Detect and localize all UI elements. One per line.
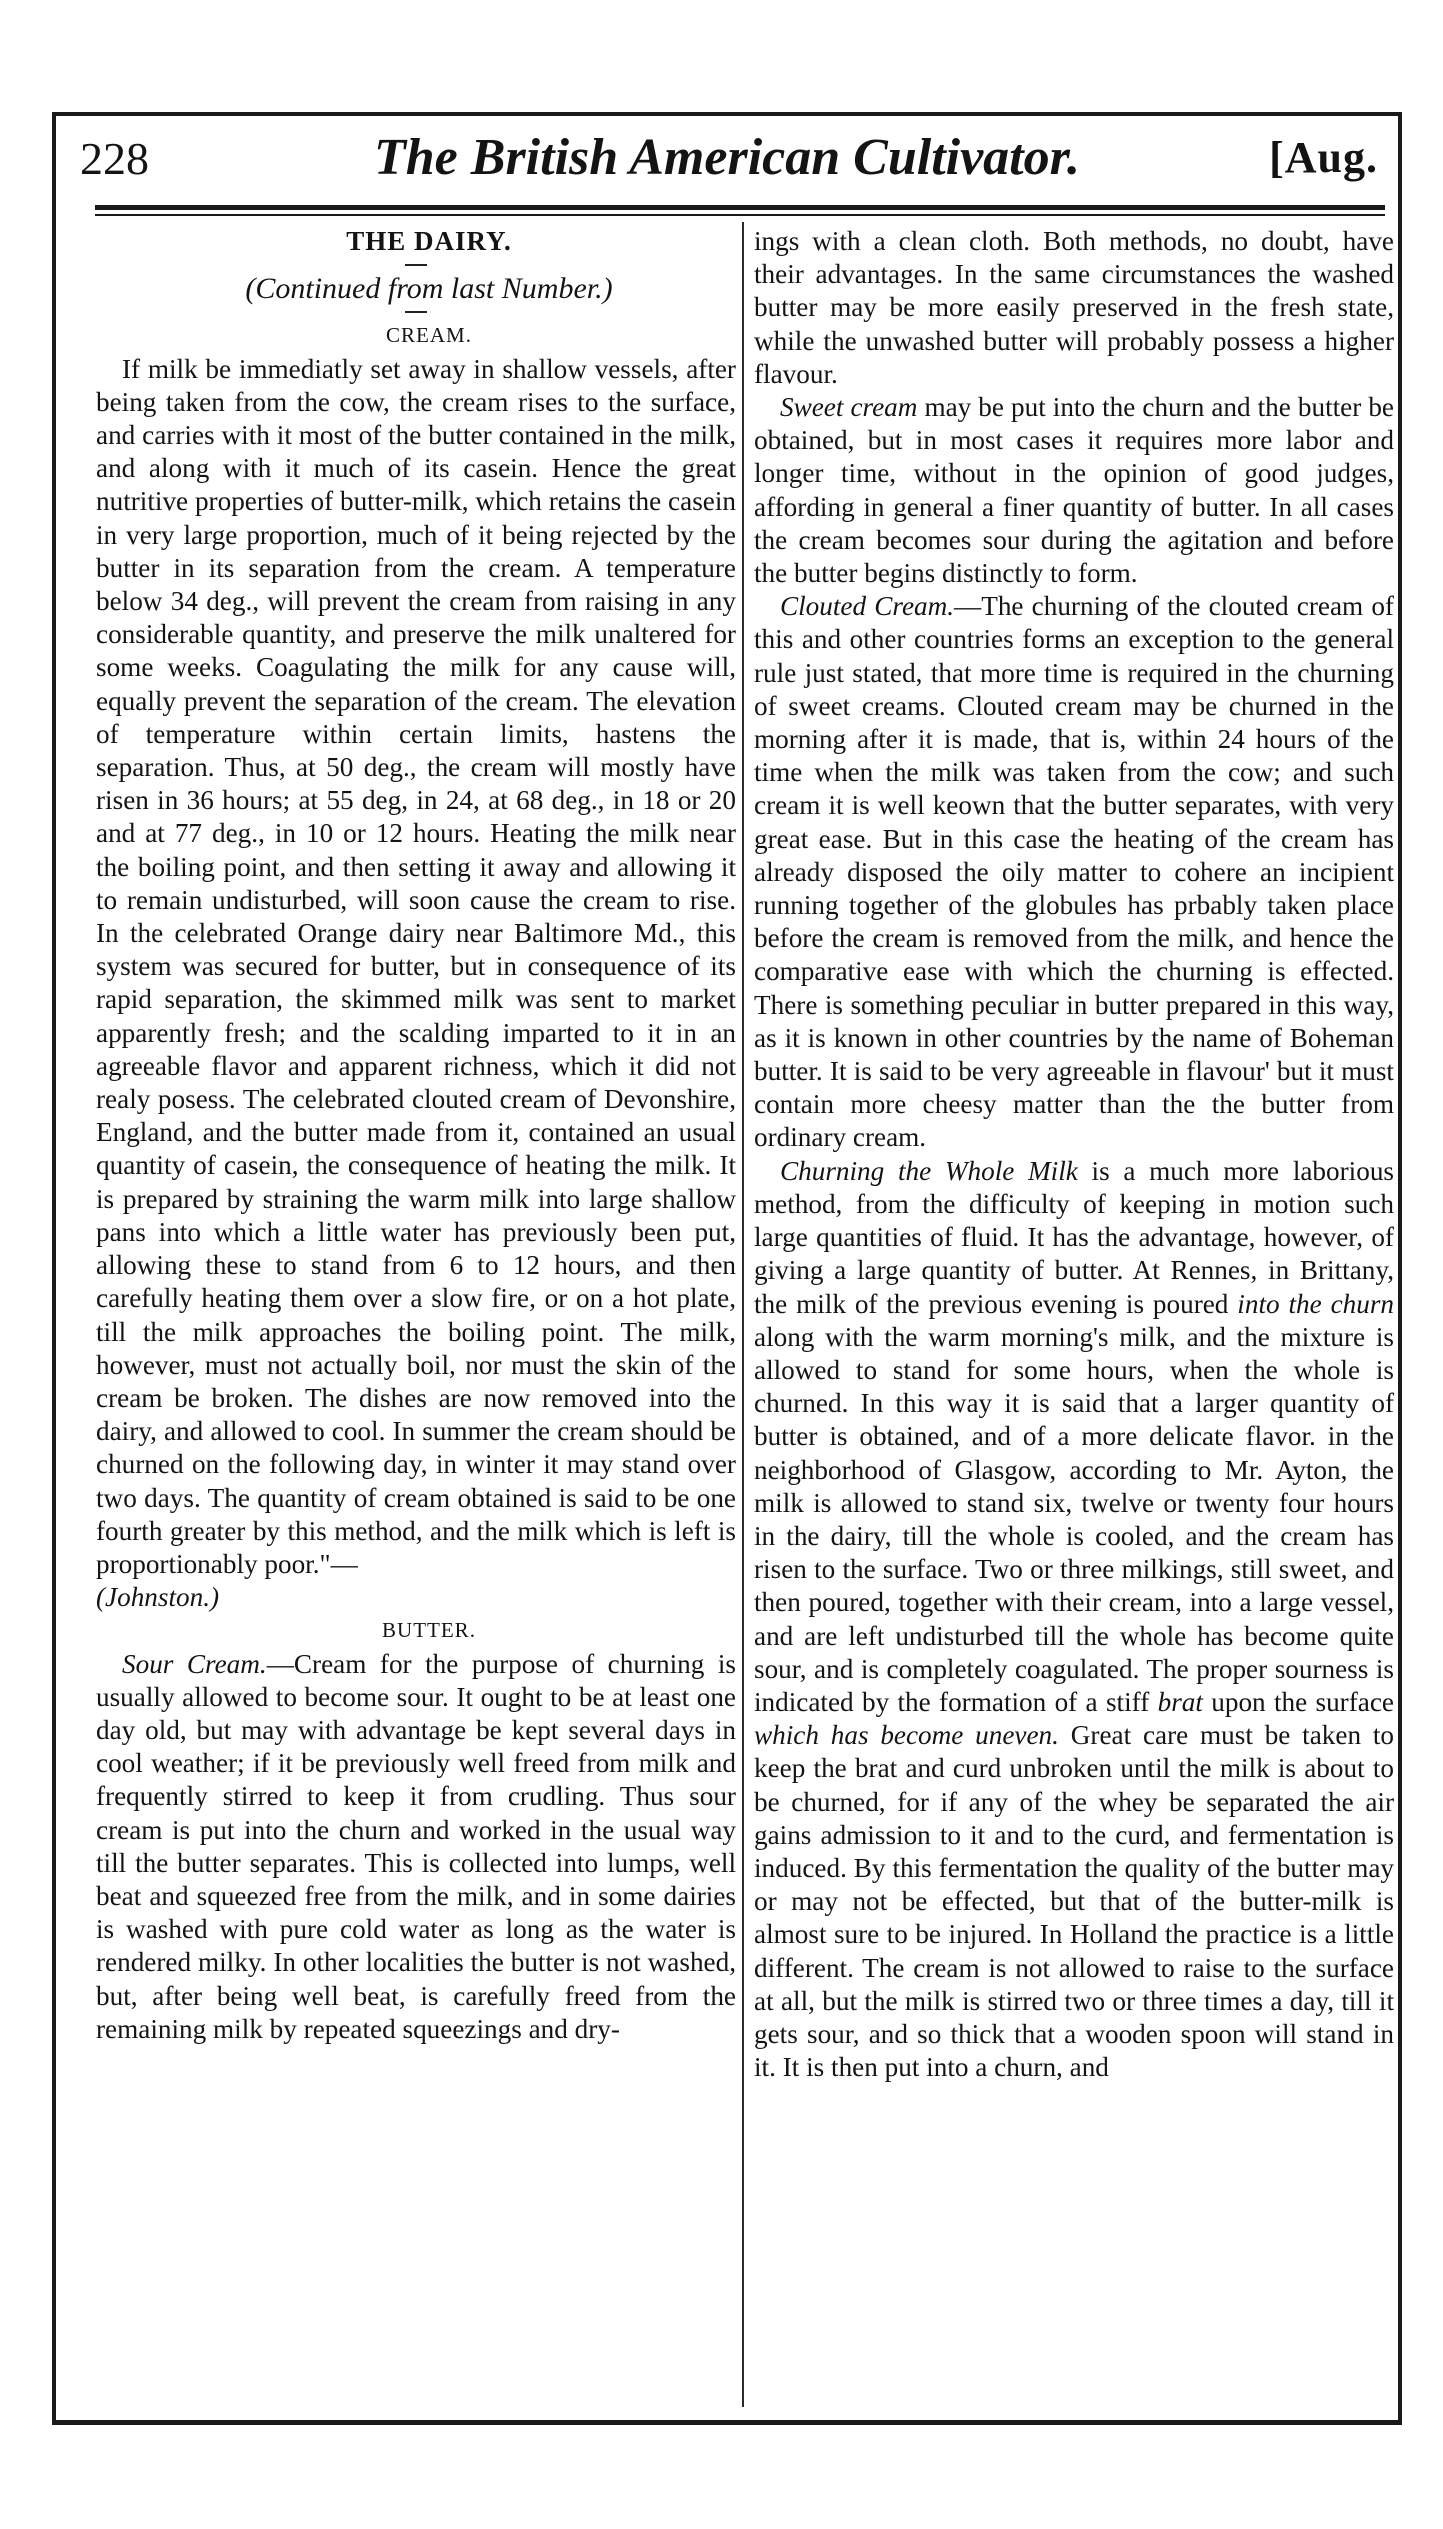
continuation-paragraph: ings with a clean cloth. Both methods, no doubt, have their advantages. In the same circumstances the washed butter may be more easily preserved in the fresh state, while the unwashed butter will probably possess a higher flavour. (754, 226, 1394, 389)
whole-milk-italic-1: into the churn (1237, 1288, 1394, 1319)
sour-cream-runin: Sour Cream. (122, 1648, 267, 1679)
cream-heading: CREAM. (386, 323, 472, 348)
sour-cream-paragraph (96, 1648, 736, 2046)
page-border-left (52, 112, 56, 2425)
whole-milk-text-3: upon the surface (1202, 1686, 1394, 1717)
whole-milk-paragraph (754, 1155, 1394, 2085)
section-title: THE DAIRY. (346, 226, 512, 256)
sour-cream-text: —Cream for the purpose of churning is usually allowed to become sour. It ought to be at least one day old, but may with advantage be kept several days in cool weather; if it be previously well freed from milk and frequently stirred to keep it from crudling. Thus sour cream is put into the churn and worked in the usual way till the butter separates. This is collected into lumps, well beat and squeezed free from the milk, and in some dairies is washed with pure cold water as long as the water is rendered milky. In other localities the butter is not washed, but, after being well beat, is carefully freed from the remaining milk by repeated squeezings and dry- (96, 1648, 736, 2044)
whole-milk-italic-2: brat (1157, 1686, 1203, 1717)
clouted-cream-text: —The churning of the clouted cream of this and other countries forms an exception to the general rule just stated, that more time is required in the churning of sweet creams. Clouted cream may be churned in the morning after it is made, that is, within 24 hours of the time when the milk was taken from the cow; and such cream it is well keown that the butter separates, with very great ease. But in this case the heating of the cream has already disposed the oily matter to cohere an incipient running together of the globules has prbably taken place before the cream is removed from the milk, and hence the comparative ease with which the churning is effected. There is something peculiar in butter prepared in this way, as it is known in other countries by the name of Boheman butter. It is said to be very agreeable in flavour' but it must contain more cheesy matter than the the butter from ordinary cream. (754, 591, 1394, 1153)
butter-heading: BUTTER. (382, 1618, 476, 1643)
left-column (96, 225, 736, 2046)
clouted-cream-runin: Clouted Cream. (780, 591, 955, 622)
header-rule-thin (95, 214, 1385, 216)
title-dash (405, 264, 427, 266)
page-border-right (1398, 112, 1402, 2425)
page-number: 228 (80, 133, 149, 184)
whole-milk-text-1: is a much more laborious method, from the difficulty of keeping in motion such large quantities of fluid. It has the advantage, however, of giving a large quantity of butter. At Rennes, in Brittany, the milk of the previous evening is poured (754, 1155, 1394, 1319)
subtitle-dash (405, 311, 427, 313)
page-border-bottom (52, 2420, 1402, 2425)
whole-milk-text-2: along with the warm morning's milk, and the mixture is allowed to stand for some hours, when the whole is churned. In this way it is said that a larger quantity of butter is obtained, and of a more delicate flavor. in the neighborhood of Glasgow, according to Mr. Ayton, the milk is allowed to stand six, twelve or twenty four hours in the dairy, till the whole is cooled, and the cream has risen to the surface. Two or three milkings, still sweet, and then poured, together with their cream, into a large vessel, and are left undisturbed till the whole has become quite sour, and is completely coagulated. The proper sourness is indicated by the formation of a stiff (754, 1321, 1394, 1717)
sweet-cream-text: may be put into the churn and the butter be obtained, but in most cases it requires more labor and longer time, without in the opinion of good judges, affording in general a finer quantity of butter. In all cases the cream becomes sour during the agitation and before the butter begins distinctly to form. (754, 392, 1394, 589)
header-rule-thick (95, 205, 1385, 210)
issue-month: [Aug. (1269, 133, 1378, 182)
cream-paragraph: If milk be immediatly set away in shallow vessels, after being taken from the cow, the cream rises to the surface, and carries with it most of the butter contained in the milk, and along with it much of its casein. Hence the great nutritive properties of butter-milk, which retains the casein in very large proportion, much of it being rejected by the butter in its separation from the cream. A temperature below 34 deg., will prevent the cream from raising in any considerable quantity, and preserve the milk unaltered for some weeks. Coagulating the milk for any cause will, equally prevent the separation of the cream. The elevation of temperature within certain limits, hastens the separation. Thus, at 50 deg., the cream will mostly have risen in 36 hours; at 55 deg, in 24, at 68 deg., in 18 or 20 and at 77 deg., in 10 or 12 hours. Heating the milk near the boiling point, and then setting it away and allowing it to remain undisturbed, will soon cause the cream to rise. In the celebrated Orange dairy near Baltimore Md., this system was secured for butter, but in consequence of its rapid separation, the skimmed milk was sent to market apparently fresh; and the scalding imparted to it in an agreeable flavor and apparent richness, which it did not realy posess. The celebrated clouted cream of Devonshire, England, and the butter made from it, contained an usual quantity of casein, the consequence of heating the milk. It is prepared by straining the warm milk into large shallow pans into which a little water has previously been put, allowing these to stand from 6 to 12 hours, and then carefully heating them over a slow fire, or on a hot plate, till the milk approaches the boiling point. The milk, however, must not actually boil, nor must the skin of the cream be broken. The dishes are now removed into the dairy, and allowed to cool. In summer the cream should be churned on the following day, in winter it may stand over two days. The quantity of cream obtained is said to be one fourth greater by this method, and the milk which is left is proportionably poor."— (96, 353, 736, 1579)
whole-milk-text-4: Great care must be taken to keep the brat and curd unbroken until the milk is about to be churned, for if any of the whey be separated the air gains admission to it and to the curd, and fermentation is induced. By this fermentation the quality of the butter may or may not be effected, but that of the butter-milk is almost sure to be injured. In Holland the practice is a little different. The cream is not allowed to raise to the surface at all, but the milk is stirred two or three times a day, till it gets sour, and so thick that a wooden spoon will stand in it. It is then put into a churn, and (754, 1720, 1394, 2083)
page-border-top (52, 112, 1402, 116)
right-column (754, 225, 1394, 2084)
sweet-cream-runin: Sweet cream (780, 392, 918, 423)
attribution: (Johnston.) (96, 1582, 220, 1613)
sweet-cream-paragraph (754, 391, 1394, 590)
running-title: The British American Cultivator. (374, 129, 1080, 186)
whole-milk-runin: Churning the Whole Milk (780, 1155, 1078, 1186)
whole-milk-italic-3: which has become uneven. (754, 1720, 1059, 1751)
clouted-cream-paragraph (754, 590, 1394, 1154)
column-divider (742, 222, 744, 2407)
continued-note: (Continued from last Number.) (245, 272, 613, 306)
